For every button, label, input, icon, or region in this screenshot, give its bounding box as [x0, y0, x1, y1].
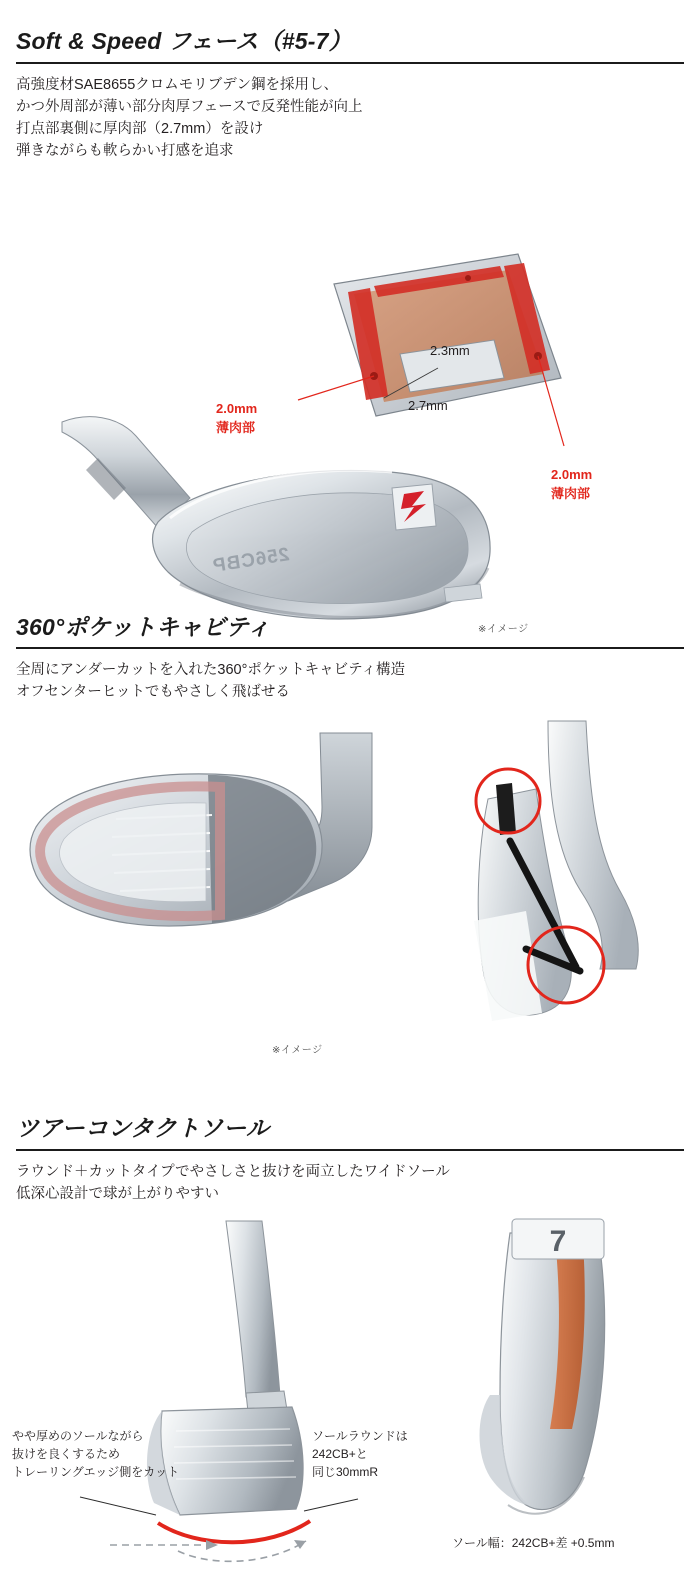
section-tour-contact-sole: [0, 1093, 700, 1595]
body-line: 低深心設計で球が上がりやすい: [16, 1186, 219, 1202]
cavity-cross-section: [20, 723, 420, 1023]
body-line: かつ外周部が薄い部分肉厚フェースで反発性能が向上: [16, 98, 363, 115]
label-sole-width: ソール幅：242CB+差 +0.5mm: [452, 1536, 615, 1551]
image-note: ※イメージ: [478, 623, 529, 635]
cavity-photo-view: [430, 713, 680, 1043]
left-note-line: 抜けを良くするため: [12, 1447, 121, 1462]
sole-figure: [0, 1205, 700, 1595]
heading-rule: [16, 62, 684, 64]
label-thin-right-text: 薄肉部: [551, 485, 591, 501]
section-pocket-cavity: [0, 592, 700, 1094]
section-body: [0, 659, 700, 703]
sole-front-view: [100, 1215, 400, 1555]
section-heading: Soft & Speed フェース（#5-7）: [16, 28, 352, 54]
left-note-line: やや厚めのソールながら: [12, 1429, 144, 1444]
body-line: 弾きながらも軟らかい打感を追求: [16, 142, 234, 159]
image-note: ※イメージ: [272, 1045, 323, 1057]
section-heading: ツアーコンタクトソール: [16, 1115, 270, 1142]
sole-bottom-view: [450, 1205, 680, 1535]
label-right-note: [312, 1427, 408, 1481]
section-body: [0, 1161, 700, 1205]
left-note-line: トレーリングエッジ側をカット: [12, 1465, 180, 1480]
body-line: オフセンターヒットでもやさしく飛ばせる: [16, 684, 290, 701]
label-thickness-hitarea: 2.7mm: [408, 397, 448, 413]
label-thin-left-value: 2.0mm: [216, 400, 258, 416]
body-line: ラウンド＋カットタイプでやさしさと抜けを両立したワイドソール: [16, 1163, 450, 1180]
label-thin-left-text: 薄肉部: [216, 419, 256, 435]
right-note-line: ソールラウンドは: [312, 1429, 408, 1444]
label-thin-right-value: 2.0mm: [551, 466, 593, 482]
label-left-note: [12, 1427, 179, 1481]
right-note-line: 242CB+と: [312, 1447, 368, 1462]
label-thickness-center: 2.3mm: [430, 342, 470, 358]
pocket-cavity-figure: [0, 703, 700, 1093]
right-note-line: 同じ30mmR: [312, 1465, 379, 1480]
svg-text:7: 7: [549, 1225, 567, 1259]
body-line: 高強度材SAE8655クロムモリブデン鋼を採用し、: [16, 76, 338, 93]
section-body: [0, 74, 700, 162]
section-heading: 360°ポケットキャビティ: [16, 613, 271, 640]
body-line: 全周にアンダーカットを入れた360°ポケットキャビティ構造: [16, 662, 406, 679]
heading-rule: [16, 647, 684, 649]
label-thin-right: [551, 466, 592, 504]
svg-text:256CBP: 256CBP: [210, 543, 291, 577]
heading-rule: [16, 1149, 684, 1151]
body-line: 打点部裏側に厚肉部（2.7mm）を設け: [16, 120, 264, 137]
